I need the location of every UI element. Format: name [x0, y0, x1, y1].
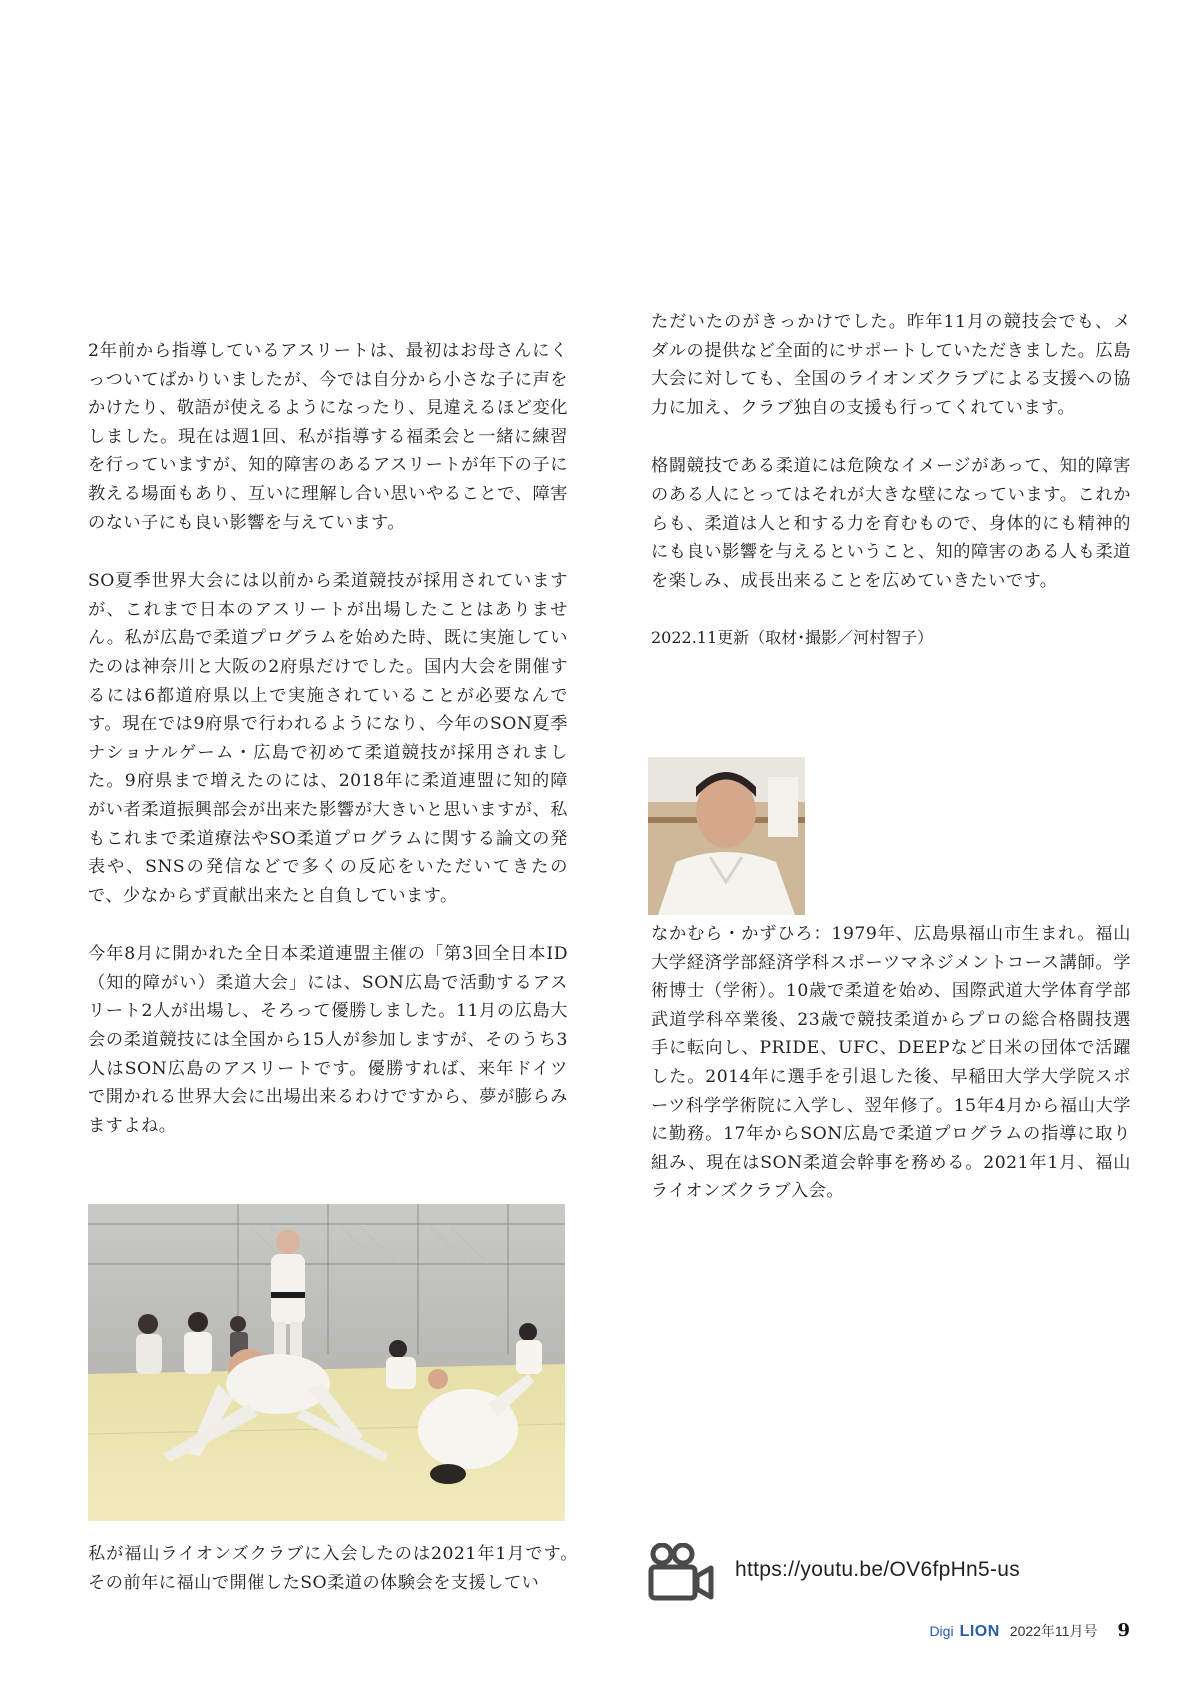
- paragraph: 私が福山ライオンズクラブに入会したのは2021年1月です。その前年に福山で開催したSO柔道の体験会を支援してい: [88, 1544, 578, 1593]
- youtube-link[interactable]: https://youtu.be/OV6fpHn5-us: [735, 1558, 1021, 1581]
- right-column: [651, 308, 1131, 678]
- left-column: [88, 337, 568, 1170]
- footer-digi: Digi: [929, 1623, 954, 1639]
- article-credit: 2022.11更新（取材･撮影／河村智子）: [651, 628, 934, 648]
- author-bio: [651, 920, 1131, 1236]
- left-caption: [88, 1540, 578, 1627]
- paragraph: なかむら・かずひろ：1979年、広島県福山市生まれ。福山大学経済学部経済学科スポーツマネジメントコース講師。学術博士（学術）。10歳で柔道を始め、国際武道大学体育学部武道学科卒業後、23歳で競技柔道からプロの総合格闘技選手に転向し、PRIDE、UFC、DEEPなど日米の団体で活躍した。2014年に選手を引退した後、早稲田大学大学院スポーツ科学学術院に入学し、翌年修了。15年4月から福山大学に勤務。17年からSON広島で柔道プログラムの指導に取り組み、現在はSON柔道会幹事を務める。2021年1月、福山ライオンズクラブ入会。: [651, 924, 1131, 1202]
- paragraph: 2年前から指導しているアスリートは、最初はお母さんにくっついてばかりいましたが、今では自分から小さな子に声をかけたり、敬語が使えるようになったり、見違えるほど変化しました。現在は週1回、私が指導する福柔会と一緒に練習を行っていますが、知的障害のあるアスリートが年下の子に教える場面もあり、互いに理解し合い思いやることで、障害のない子にも良い影響を与えています。: [88, 341, 568, 533]
- page-number: 9: [1117, 1620, 1130, 1641]
- portrait-photo: [648, 757, 805, 915]
- page-footer: [929, 1620, 1130, 1641]
- judo-practice-photo: [88, 1204, 565, 1521]
- footer-issue: 2022年11月号: [1009, 1623, 1098, 1639]
- paragraph: SO夏季世界大会には以前から柔道競技が採用されていますが、これまで日本のアスリートが出場したことはありません。私が広島で柔道プログラムを始めた時、既に実施していたのは神奈川と大阪の2府県だけでした。国内大会を開催するには6都道府県以上で実施されていることが必要なんです。現在では9府県で行われるようになり、今年のSON夏季ナショナルゲーム・広島で初めて柔道競技が採用されました。9府県まで増えたのには、2018年に柔道連盟に知的障がい者柔道振興部会が出来た影響が大きいと思いますが、私もこれまで柔道療法やSO柔道プログラムに関する論文の発表や、SNSの発信などで多くの反応をいただいてきたので、少なからず貢献出来たと自負しています。: [88, 571, 568, 906]
- paragraph: ただいたのがきっかけでした。昨年11月の競技会でも、メダルの提供など全面的にサポートしていただきました。広島大会に対しても、全国のライオンズクラブによる支援への協力に加え、クラブ独自の支援も行ってくれています。: [651, 312, 1131, 418]
- paragraph: 格闘競技である柔道には危険なイメージがあって、知的障害のある人にとってはそれが大きな壁になっています。これからも、柔道は人と和する力を育むもので、身体的にも精神的にも良い影響を与えるということ、知的障害のある人も柔道を楽しみ、成長出来ることを広めていきたいです。: [651, 456, 1131, 591]
- footer-lion-logo: LION: [959, 1623, 1000, 1640]
- video-camera-icon: [648, 1543, 714, 1601]
- paragraph: 今年8月に開かれた全日本柔道連盟主催の「第3回全日本ID（知的障がい）柔道大会」には、SON広島で活動するアスリート2人が出場し、そろって優勝しました。11月の広島大会の柔道競技には全国から15人が参加しますが、そのうち3人はSON広島のアスリートです。優勝すれば、来年ドイツで開かれる世界大会に出場出来るわけですから、夢が膨らみますよね。: [88, 944, 568, 1136]
